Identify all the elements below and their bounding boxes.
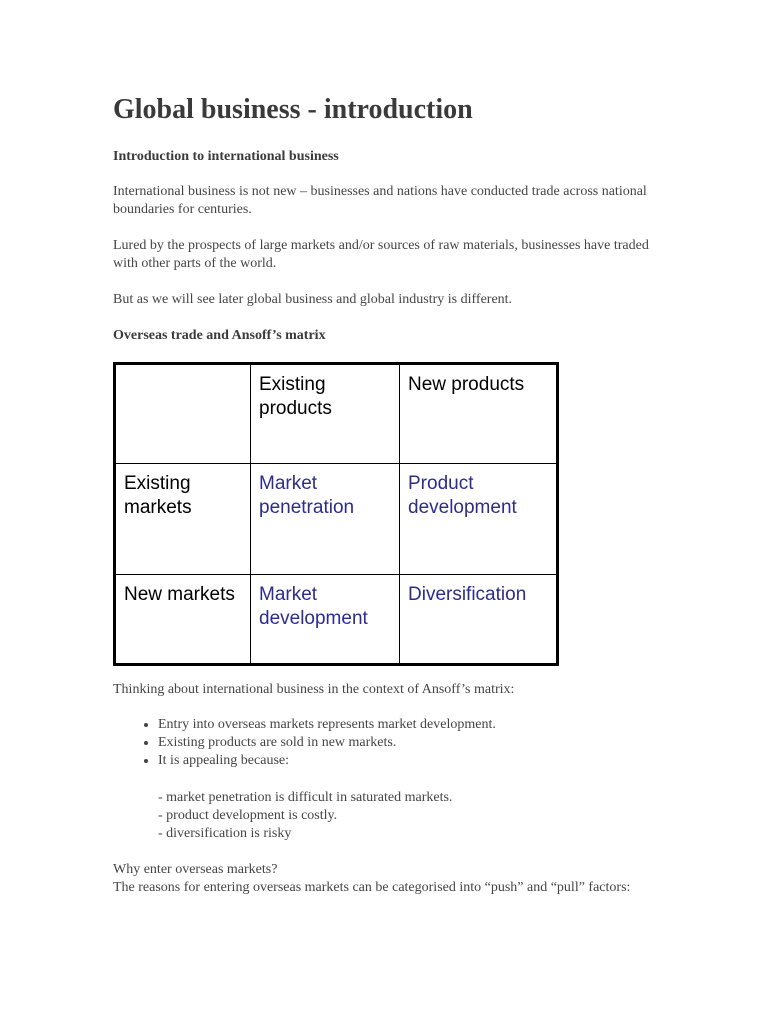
thinking-intro: Thinking about international business in the context of Ansoff’s matrix:	[113, 682, 515, 697]
matrix-corner-cell	[115, 364, 251, 464]
list-item: - product development is costly.	[158, 808, 338, 823]
paragraph-lured: Lured by the prospects of large markets and/or sources of raw materials, businesses have traded with other parts of the world.	[113, 238, 649, 271]
reasons-text: The reasons for entering overseas markets can be categorised into “push” and “pull” factors:	[113, 880, 631, 895]
paragraph-different: But as we will see later global business and global industry is different.	[113, 292, 513, 307]
list-item: • Existing products are sold in new markets.	[158, 734, 658, 752]
intro-heading: Introduction to international business	[113, 149, 339, 164]
matrix-col-header-existing-products: Existing products	[251, 364, 400, 464]
list-item: - diversification is risky	[158, 826, 292, 841]
list-item: • Entry into overseas markets represents market development.	[158, 716, 658, 734]
matrix-cell-market-penetration: Market penetration	[251, 464, 400, 575]
paragraph-history: International business is not new – businesses and nations have conducted trade across national boundaries for centuries.	[113, 184, 647, 217]
matrix-heading: Overseas trade and Ansoff’s matrix	[113, 328, 326, 343]
list-item: - market penetration is difficult in saturated markets.	[158, 790, 453, 805]
ansoff-bullet-list	[113, 716, 658, 770]
why-question: Why enter overseas markets?	[113, 862, 278, 877]
matrix-col-header-new-products: New products	[400, 364, 558, 464]
matrix-cell-market-development: Market development	[251, 575, 400, 665]
ansoff-matrix	[113, 362, 559, 666]
matrix-row-header-existing-markets: Existing markets	[115, 464, 251, 575]
page-title: Global business - introduction	[113, 94, 473, 125]
matrix-cell-product-development: Product development	[400, 464, 558, 575]
appeal-reasons-list	[158, 789, 452, 843]
matrix-cell-diversification: Diversification	[400, 575, 558, 665]
matrix-row-header-new-markets: New markets	[115, 575, 251, 665]
list-item: • It is appealing because:	[158, 752, 658, 770]
